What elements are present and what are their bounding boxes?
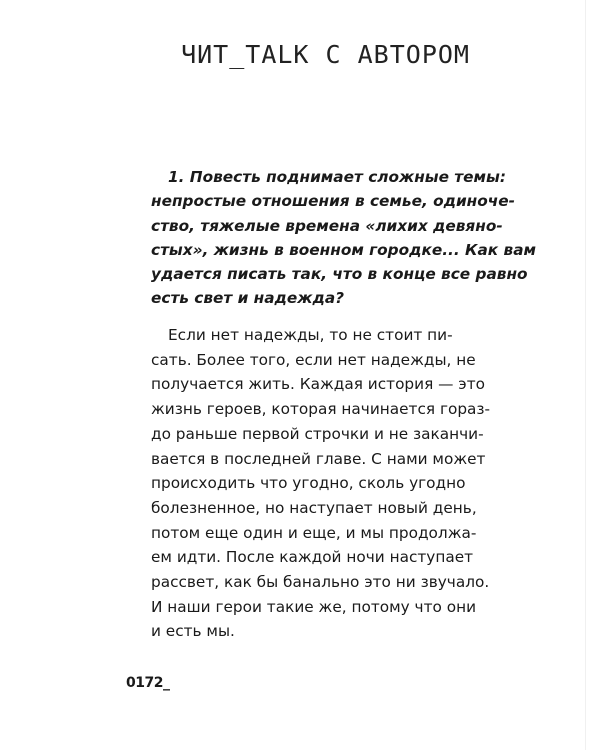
answer-line: Если нет надежды, то не стоит пи- (168, 326, 453, 344)
answer-line: и есть мы. (151, 622, 235, 641)
question-line: 1. Повесть поднимает сложные темы: (168, 168, 506, 186)
page-header-title: ЧИТ_TALK С АВТОРОМ (181, 40, 470, 69)
answer-line: до раньше первой строчки и не заканчи- (151, 424, 484, 443)
answer-line: происходить что угодно, сколь угодно (151, 474, 466, 493)
answer-line: жизнь героев, которая начинается гораз- (151, 400, 491, 419)
page-edge (585, 0, 586, 750)
answer-line: болезненное, но наступает новый день, (151, 498, 477, 517)
interview-answer (151, 323, 491, 644)
question-line: непростые отношения в семье, одиноче- (151, 192, 515, 211)
answer-line: ем идти. После каждой ночи наступает (151, 548, 474, 567)
answer-line: И наши герои такие же, потому что они (151, 597, 477, 616)
answer-line: получается жить. Каждая история — это (151, 375, 485, 394)
question-line: стых», жизнь в военном городке... Как вам (151, 240, 537, 259)
interview-question (151, 165, 537, 311)
answer-line: потом еще один и еще, и мы продолжа- (151, 523, 477, 542)
answer-line: рассвет, как бы банально это ни звучало. (151, 573, 490, 592)
question-line: удается писать так, что в конце все равно (151, 265, 528, 284)
question-line: ство, тяжелые времена «лихих девяно- (151, 216, 503, 235)
answer-line: сать. Более того, если нет надежды, не (151, 350, 476, 369)
page-number: 0172_ (126, 675, 170, 691)
answer-line: вается в последней главе. С нами может (151, 449, 486, 468)
question-line: есть свет и надежда? (151, 289, 345, 308)
